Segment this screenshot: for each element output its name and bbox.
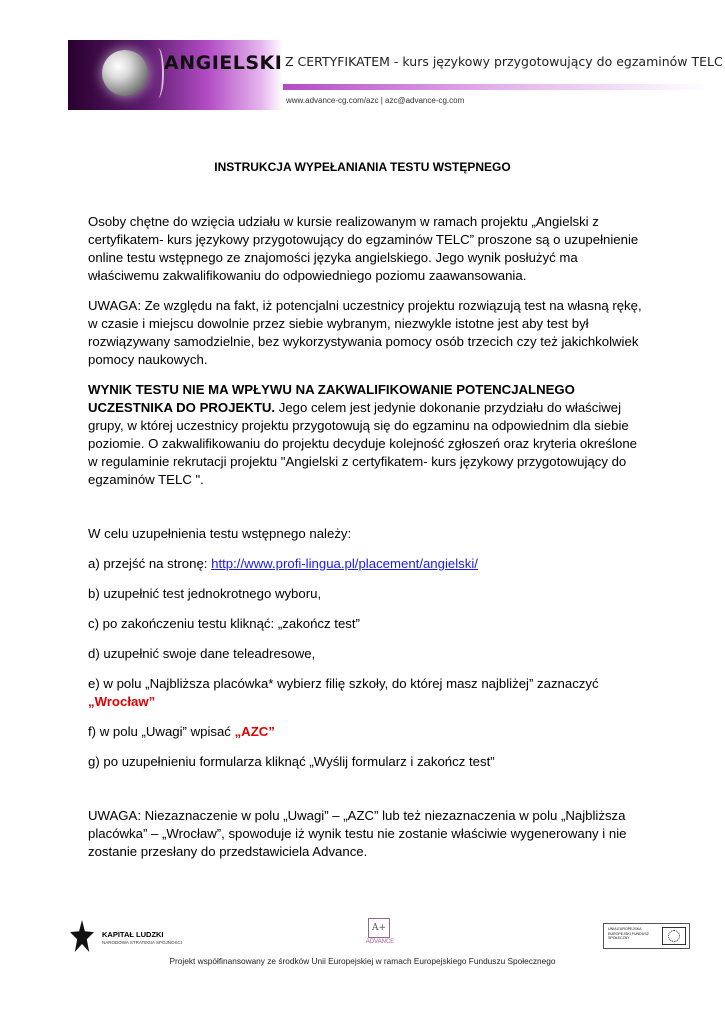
steps-intro: W celu uzupełnienia testu wstępnego należy: [88,526,352,541]
intro-paragraph: Osoby chętne do wzięcia udziału w kursie realizowanym w ramach projektu „Angielski z certyfikatem- kurs językowy przygotowujący do egzaminów TELC” proszone są o uzupełnienie online testu wstępnego ze znajomości języka angielskiego. Jego wynik posłużyć ma właściwemu zakwalifikowaniu do odpowiedniego poziomu zaawansowania. [88,214,639,283]
eu-logo-text: UNIA EUROPEJSKA EUROPEJSKI FUNDUSZ SPOŁECZNY [608,927,649,940]
result-paragraph [88,381,648,489]
step-f-label: f) w polu „Uwagi” wpisać [88,724,235,739]
document-body [88,213,648,861]
eu-flag-icon [662,927,686,945]
step-c: c) po zakończeniu testu kliknąć: „zakończ test” [88,616,360,631]
star-icon [70,920,94,952]
warning-paragraph: UWAGA: Ze względu na fakt, iż potencjalni uczestnicy projektu rozwiązują test na własną rękę, w czasie i miejscu dowolnie przez siebie wybranym, niezwykle istotne jest aby test był rozwiązywany samodzielnie, bez wykorzystywania pomocy osób trzecich czy też jakichkolwiek pomocy naukowych. [88,298,642,367]
banner-image [68,40,283,110]
step-a-label: a) przejść na stronę: [88,556,212,571]
step-a [88,555,648,573]
kl-logo-name: KAPITAŁ LUDZKI [102,930,164,939]
advance-logo-name: ADVANCE [365,939,395,945]
step-d: d) uzupełnić swoje dane teleadresowe, [88,646,316,661]
step-e-label: e) w polu „Najbliższa placówka* wybierz filię szkoły, do której masz najbliżej” zaznaczyć [88,676,599,691]
step-b: b) uzupełnić test jednokrotnego wyboru, [88,586,322,601]
funding-note: Projekt współfinansowany ze środków Unii Europejskiej w ramach Europejskiego Funduszu Społecznego [169,956,556,966]
step-e [88,675,648,711]
placement-test-link[interactable]: http://www.profi-lingua.pl/placement/angielski/ [211,556,478,571]
brand-title: ANGIELSKI [164,52,283,74]
result-bold-text: WYNIK TESTU NIE MA WPŁYWU NA ZAKWALIFIKOWANIE POTENCJALNEGO UCZESTNIKA DO PROJEKTU. [88,382,575,415]
step-f [88,723,648,741]
brand-subtitle: Z CERTYFIKATEM - kurs językowy przygotowujący do egzaminów TELC [285,54,723,69]
advance-logo [360,918,400,952]
advance-mark: A+ [368,918,390,938]
kapital-ludzki-logo [68,920,208,954]
step-e-value: „Wrocław” [88,694,156,709]
globe-rim-icon [152,48,164,98]
contact-info: www.advance-cg.com/azc | azc@advance-cg.com [286,96,465,105]
banner-divider [283,84,708,90]
eu-logo [603,923,690,949]
header-banner [68,40,723,110]
step-g: g) po uzupełnieniu formularza kliknąć „Wyślij formularz i zakończ test” [88,754,495,769]
kl-logo-sub: NARODOWA STRATEGIA SPÓJNOŚCI [102,940,183,945]
final-warning: UWAGA: Niezaznaczenie w polu „Uwagi” – „AZC” lub też niezaznaczenia w polu „Najbliższa placówka” – „Wrocław”, spowoduje iż wynik testu nie zostanie właściwie wygenerowany i nie zostanie przesłany do przedstawiciela Advance. [88,808,627,859]
step-f-value: „AZC” [234,724,275,739]
result-text: Jego celem jest jedynie dokonanie przydziału do właściwej grupy, w której uczestnicy projektu przygotowują się do egzaminu na odpowiednim dla siebie poziomie. O zakwalifikowaniu do projektu decyduje kolejność zgłoszeń oraz kryteria określone w regulaminie rekrutacji projektu "Angielski z certyfikatem- kurs językowy przygotowujący do egzaminów TELC ". [88,400,638,487]
globe-icon [102,50,148,96]
document-title: INSTRUKCJA WYPEŁANIANIA TESTU WSTĘPNEGO [214,160,511,174]
